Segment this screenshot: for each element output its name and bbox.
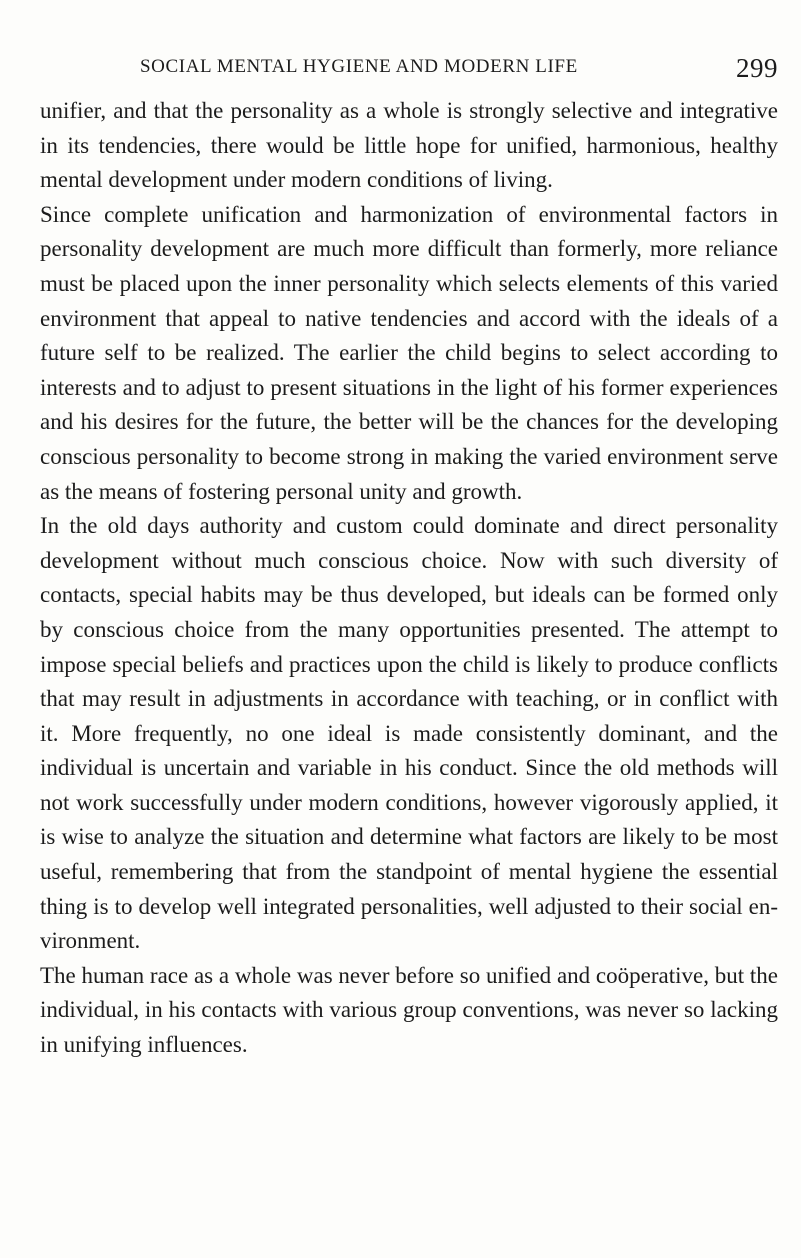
paragraph-human-race: The human race as a whole was never before so unified and coöperative, but the individual, in his contacts with various group conventions, was never so lacking in unifying influences.	[40, 962, 778, 1058]
book-page	[40, 53, 778, 1063]
paragraph-environment: Since complete unification and harmonization of environmental factors in personality development are much more difficult than formerly, more reliance must be placed upon the inner personality which selects elements of this varied environment that appeal to native tendencies and accord with the ideals of a future self to be realized. The earlier the child begins to select according to interests and to adjust to present situations in the light of his former experiences and his desires for the future, the better will be the chances for the developing conscious personality to become strong in making the varied environment serve as the means of fostering personal unity and growth.	[40, 201, 778, 504]
body-text	[40, 94, 778, 1063]
running-title: SOCIAL MENTAL HYGIENE AND MODERN LIFE	[140, 56, 578, 77]
paragraph-authority: In the old days authority and custom could dominate and direct personality development without much conscious choice. Now with such diversity of contacts, special habits may be thus developed, but ideals can be formed only by conscious choice from the many opportunities presented. The attempt to impose special beliefs and practices upon the child is likely to produce conflicts that may result in adjustments in accordance with teaching, or in conflict with it. More frequently, no one ideal is made consistently dominant, and the individual is uncertain and variable in his conduct. Since the old methods will not work successfully under modern conditions, however vigorously applied, it is wise to analyze the situation and determine what factors are likely to be most useful, remembering that from the standpoint of mental hygiene the essential thing is to develop well integrated personalities, well adjusted to their social environment.	[40, 513, 778, 954]
page-number: 299	[736, 53, 778, 83]
paragraph-continuation: unifier, and that the personality as a whole is strongly selective and integrative in its tendencies, there would be little hope for unified, harmonious, healthy mental development under modern conditions of living.	[40, 98, 778, 193]
running-head	[40, 53, 778, 92]
